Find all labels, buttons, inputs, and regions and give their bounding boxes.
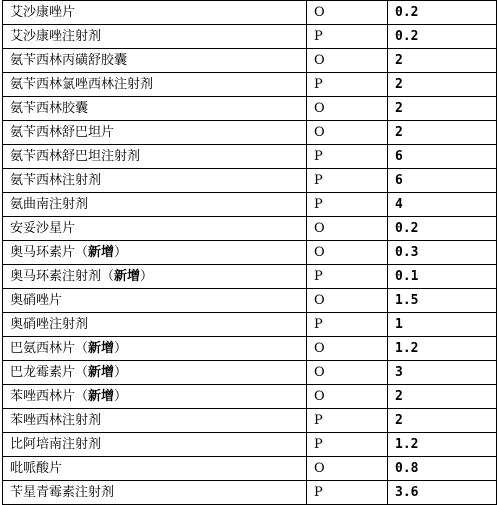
ddd-value-cell: 6 — [388, 169, 497, 193]
ddd-value-cell: 1.2 — [388, 433, 497, 457]
new-tag: 新增 — [88, 365, 115, 380]
drug-name: 奥硝唑片 — [10, 293, 63, 308]
drug-name-cell — [3, 289, 307, 313]
table-row — [3, 193, 497, 217]
bracket-close: ） — [114, 341, 128, 356]
table-row — [3, 289, 497, 313]
ddd-value-cell: 1.5 — [388, 289, 497, 313]
ddd-value-cell: 2 — [388, 409, 497, 433]
drug-name: 苯唑西林注射剂 — [10, 413, 102, 428]
ddd-value-cell: 3.6 — [388, 481, 497, 505]
table-row — [3, 169, 497, 193]
drug-ddd-table — [2, 0, 497, 505]
drug-name: 奥硝唑注射剂 — [10, 317, 89, 332]
new-tag: 新增 — [88, 341, 115, 356]
table-row — [3, 25, 497, 49]
drug-name-cell — [3, 49, 307, 73]
table-row — [3, 241, 497, 265]
bracket-open: （ — [75, 245, 89, 260]
route-code-cell: P — [307, 481, 388, 505]
table-row — [3, 217, 497, 241]
route-code-cell: O — [307, 49, 388, 73]
bracket-open: （ — [75, 389, 89, 404]
drug-name-cell — [3, 73, 307, 97]
route-code-cell: O — [307, 217, 388, 241]
bracket-open: （ — [101, 269, 115, 284]
table-row — [3, 313, 497, 337]
drug-name-cell — [3, 433, 307, 457]
ddd-value-cell: 0.2 — [388, 217, 497, 241]
table-row — [3, 145, 497, 169]
drug-name: 氨苄西林氯唑西林注射剂 — [10, 77, 154, 92]
table-row — [3, 337, 497, 361]
drug-name-cell — [3, 121, 307, 145]
bracket-open: （ — [75, 365, 89, 380]
route-code-cell: P — [307, 193, 388, 217]
drug-name-cell — [3, 481, 307, 505]
route-code-cell: P — [307, 145, 388, 169]
drug-name-cell — [3, 193, 307, 217]
ddd-value-cell: 0.2 — [388, 25, 497, 49]
drug-name: 奥马环素注射剂 — [10, 269, 102, 284]
drug-name: 安妥沙星片 — [10, 221, 76, 236]
drug-name: 吡哌酸片 — [10, 461, 63, 476]
route-code-cell: P — [307, 409, 388, 433]
new-tag: 新增 — [114, 269, 141, 284]
drug-name: 艾沙康唑注射剂 — [10, 29, 102, 44]
table-row — [3, 457, 497, 481]
table-row — [3, 481, 497, 505]
table-row — [3, 1, 497, 25]
drug-name-cell — [3, 313, 307, 337]
table-row — [3, 121, 497, 145]
bracket-open: （ — [75, 341, 89, 356]
drug-name: 苄星青霉素注射剂 — [10, 485, 115, 500]
ddd-value-cell: 3 — [388, 361, 497, 385]
drug-name: 巴氨西林片 — [10, 341, 76, 356]
drug-name: 苯唑西林片 — [10, 389, 76, 404]
bracket-close: ） — [114, 245, 128, 260]
route-code-cell: O — [307, 97, 388, 121]
table-row — [3, 385, 497, 409]
drug-name: 氨苄西林胶囊 — [10, 101, 89, 116]
drug-name-cell — [3, 265, 307, 289]
table-row — [3, 265, 497, 289]
route-code-cell: P — [307, 433, 388, 457]
drug-name: 氨苄西林丙磺舒胶囊 — [10, 53, 128, 68]
ddd-value-cell: 0.2 — [388, 1, 497, 25]
route-code-cell: O — [307, 361, 388, 385]
drug-name: 氨苄西林舒巴坦注射剂 — [10, 149, 141, 164]
drug-name: 巴龙霉素片 — [10, 365, 76, 380]
drug-name-cell — [3, 217, 307, 241]
drug-name: 比阿培南注射剂 — [10, 437, 102, 452]
route-code-cell: O — [307, 457, 388, 481]
drug-name-cell — [3, 97, 307, 121]
ddd-value-cell: 0.1 — [388, 265, 497, 289]
bracket-close: ） — [140, 269, 154, 284]
drug-name-cell — [3, 25, 307, 49]
drug-name-cell — [3, 457, 307, 481]
drug-name: 氨曲南注射剂 — [10, 197, 89, 212]
drug-name: 氨苄西林注射剂 — [10, 173, 102, 188]
table-row — [3, 49, 497, 73]
drug-name: 氨苄西林舒巴坦片 — [10, 125, 115, 140]
drug-name-cell — [3, 169, 307, 193]
drug-name-cell — [3, 361, 307, 385]
bracket-close: ） — [114, 365, 128, 380]
new-tag: 新增 — [88, 245, 115, 260]
route-code-cell: P — [307, 25, 388, 49]
new-tag: 新增 — [88, 389, 115, 404]
route-code-cell: P — [307, 73, 388, 97]
drug-name: 奥马环素片 — [10, 245, 76, 260]
ddd-value-cell: 1 — [388, 313, 497, 337]
drug-name-cell — [3, 1, 307, 25]
route-code-cell: O — [307, 337, 388, 361]
bracket-close: ） — [114, 389, 128, 404]
route-code-cell: P — [307, 313, 388, 337]
route-code-cell: P — [307, 169, 388, 193]
drug-name-cell — [3, 241, 307, 265]
drug-name: 艾沙康唑片 — [10, 5, 76, 20]
route-code-cell: O — [307, 385, 388, 409]
ddd-value-cell: 6 — [388, 145, 497, 169]
table-row — [3, 361, 497, 385]
drug-name-cell — [3, 337, 307, 361]
route-code-cell: O — [307, 289, 388, 313]
route-code-cell: O — [307, 1, 388, 25]
table-row — [3, 97, 497, 121]
table-row — [3, 73, 497, 97]
ddd-value-cell: 1.2 — [388, 337, 497, 361]
ddd-value-cell: 2 — [388, 385, 497, 409]
ddd-value-cell: 2 — [388, 73, 497, 97]
ddd-value-cell: 2 — [388, 97, 497, 121]
ddd-value-cell: 0.8 — [388, 457, 497, 481]
ddd-value-cell: 4 — [388, 193, 497, 217]
table-row — [3, 409, 497, 433]
ddd-value-cell: 2 — [388, 121, 497, 145]
ddd-value-cell: 2 — [388, 49, 497, 73]
table-body — [3, 1, 497, 505]
ddd-value-cell: 0.3 — [388, 241, 497, 265]
table-row — [3, 433, 497, 457]
route-code-cell: P — [307, 265, 388, 289]
drug-name-cell — [3, 385, 307, 409]
drug-name-cell — [3, 409, 307, 433]
route-code-cell: O — [307, 121, 388, 145]
route-code-cell: O — [307, 241, 388, 265]
drug-name-cell — [3, 145, 307, 169]
